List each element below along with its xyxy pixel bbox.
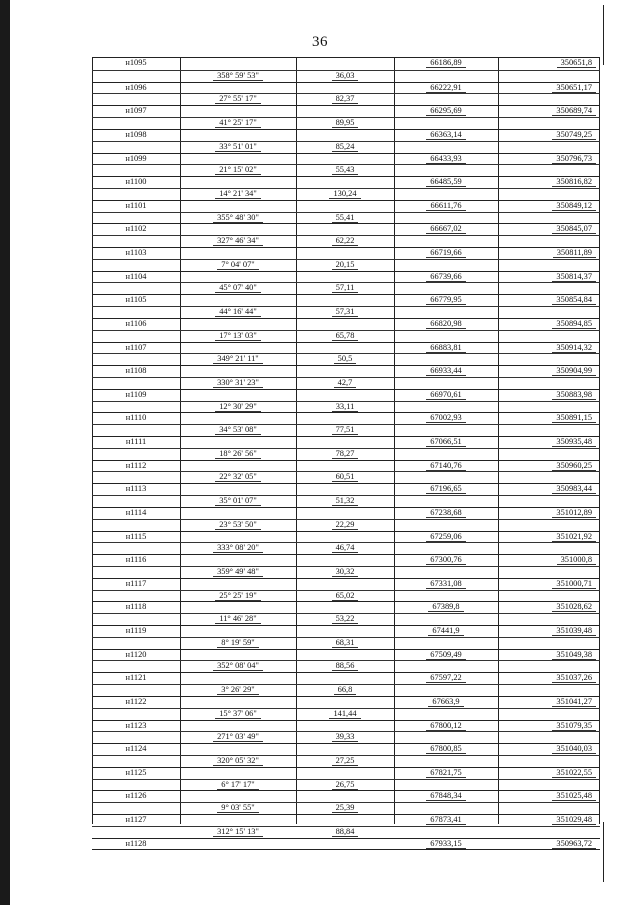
direction-angle: 271° 03' 49" [180, 732, 296, 743]
coordinate-y: 350816,82 [498, 177, 600, 188]
segment-distance: 39,33 [296, 732, 394, 743]
coordinate-x: 67140,76 [394, 461, 498, 472]
segment-distance: 82,37 [296, 94, 394, 105]
point-id: н1111 [125, 437, 147, 446]
direction-angle: 8° 19' 59" [180, 638, 296, 649]
segment-row [92, 282, 600, 294]
point-row [92, 767, 600, 779]
segment-row [92, 188, 600, 200]
segment-distance: 36,03 [296, 71, 394, 82]
point-row [92, 649, 600, 661]
segment-distance: 89,95 [296, 118, 394, 129]
segment-distance: 22,29 [296, 520, 394, 531]
point-row [92, 271, 600, 283]
point-id: н1119 [125, 626, 147, 635]
point-row [92, 412, 600, 424]
coordinate-x: 66667,02 [394, 224, 498, 235]
coordinate-y: 350651,8 [498, 58, 600, 70]
coordinate-y: 350651,17 [498, 83, 600, 94]
point-id: н1104 [125, 271, 147, 281]
coordinate-x: 66222,91 [394, 83, 498, 94]
segment-row [92, 731, 600, 743]
segment-row [92, 212, 600, 224]
direction-angle: 44° 16' 44" [180, 307, 296, 318]
point-id: н1122 [125, 696, 147, 706]
coordinate-x: 67259,06 [394, 532, 498, 543]
coordinate-x: 66820,98 [394, 319, 498, 330]
direction-angle: 22° 32' 05" [180, 472, 296, 483]
coordinate-y: 351037,26 [498, 673, 600, 684]
coordinate-x: 66433,93 [394, 154, 498, 165]
coordinate-y: 351029,48 [498, 815, 600, 826]
segment-row [92, 93, 600, 105]
segment-distance: 20,15 [296, 260, 394, 271]
direction-angle: 6° 17' 17" [180, 780, 296, 791]
point-row [92, 365, 600, 377]
direction-angle: 18° 26' 56" [180, 449, 296, 460]
segment-distance: 65,78 [296, 331, 394, 342]
point-id: н1123 [125, 720, 147, 730]
segment-row [92, 519, 600, 531]
direction-angle: 11° 46' 28" [180, 614, 296, 625]
segment-distance: 55,41 [296, 213, 394, 224]
segment-row [92, 495, 600, 507]
direction-angle: 17° 13' 03" [180, 331, 296, 342]
coordinate-x: 67066,51 [394, 437, 498, 448]
coordinate-x: 67389,8 [394, 602, 498, 613]
point-id: н1107 [125, 342, 147, 352]
segment-distance: 68,31 [296, 638, 394, 649]
point-row [92, 318, 600, 330]
point-row [92, 153, 600, 165]
segment-distance: 25,39 [296, 803, 394, 814]
coordinate-y: 350796,73 [498, 154, 600, 165]
coordinate-x: 66970,61 [394, 390, 498, 401]
point-id: н1116 [125, 555, 147, 565]
coordinate-x: 66933,44 [394, 366, 498, 377]
point-id: н1098 [125, 129, 147, 139]
segment-distance: 62,22 [296, 236, 394, 247]
point-id: н1096 [125, 82, 147, 92]
segment-distance: 33,11 [296, 402, 394, 413]
segment-row [92, 779, 600, 791]
direction-angle: 330° 31' 23" [180, 378, 296, 389]
segment-row [92, 566, 600, 578]
direction-angle: 34° 53' 08" [180, 425, 296, 436]
coordinate-y: 350883,98 [498, 390, 600, 401]
point-id: н1103 [125, 248, 147, 257]
coordinate-y: 351041,27 [498, 697, 600, 708]
coordinate-x: 67800,12 [394, 721, 498, 732]
coordinate-x: 67300,76 [394, 555, 498, 566]
coordinate-x: 66611,76 [394, 201, 498, 212]
direction-angle: 23° 53' 50" [180, 520, 296, 531]
point-row [92, 790, 600, 802]
segment-row [92, 377, 600, 389]
segment-row [92, 70, 600, 82]
coordinate-y: 350935,48 [498, 437, 600, 448]
point-row [92, 554, 600, 566]
coordinate-x: 66295,69 [394, 106, 498, 117]
coordinate-x: 67196,65 [394, 484, 498, 495]
coordinate-y: 350849,12 [498, 201, 600, 212]
direction-angle: 352° 08' 04" [180, 661, 296, 672]
coordinate-y: 351012,89 [498, 508, 600, 519]
point-row [92, 625, 600, 637]
point-row [92, 483, 600, 495]
coordinate-y: 351049,38 [498, 650, 600, 661]
point-id: н1121 [125, 673, 147, 683]
direction-angle: 25° 25' 19" [180, 591, 296, 602]
point-id: н1112 [125, 460, 147, 470]
point-row [92, 129, 600, 141]
segment-distance: 26,75 [296, 780, 394, 791]
coordinate-y: 350854,84 [498, 295, 600, 306]
segment-row [92, 708, 600, 720]
segment-row [92, 259, 600, 271]
coordinate-y: 351040,03 [498, 744, 600, 755]
segment-row [92, 613, 600, 625]
point-row [92, 342, 600, 354]
point-row [92, 578, 600, 590]
direction-angle: 327° 46' 34" [180, 236, 296, 247]
direction-angle: 333° 08' 20" [180, 543, 296, 554]
coordinate-x: 66363,14 [394, 130, 498, 141]
point-row [92, 507, 600, 519]
direction-angle: 349° 21' 11" [180, 354, 296, 365]
coordinate-y: 350749,25 [498, 130, 600, 141]
coordinate-x: 67821,75 [394, 768, 498, 779]
segment-distance: 130,24 [296, 189, 394, 200]
coordinate-y: 351021,92 [498, 532, 600, 543]
point-row [92, 460, 600, 472]
coordinate-x: 67331,08 [394, 579, 498, 590]
coordinate-y: 350845,07 [498, 224, 600, 235]
point-row [92, 223, 600, 235]
segment-row [92, 424, 600, 436]
coordinate-x: 66719,66 [394, 248, 498, 259]
point-id: н1108 [125, 366, 147, 376]
segment-row [92, 590, 600, 602]
direction-angle: 35° 01' 07" [180, 496, 296, 507]
segment-row [92, 117, 600, 129]
segment-distance: 57,11 [296, 283, 394, 294]
segment-distance: 42,7 [296, 378, 394, 389]
point-id: н1100 [125, 177, 147, 187]
direction-angle: 358° 59' 53" [180, 71, 296, 82]
coordinate-y: 350904,99 [498, 366, 600, 377]
segment-distance: 50,5 [296, 354, 394, 365]
coordinate-x: 67509,49 [394, 650, 498, 661]
direction-angle: 33° 51' 01" [180, 142, 296, 153]
segment-row [92, 684, 600, 696]
direction-angle: 312° 15' 13" [180, 827, 296, 838]
segment-row [92, 235, 600, 247]
point-row [92, 176, 600, 188]
segment-distance: 88,84 [296, 827, 394, 838]
page-number: 36 [312, 34, 328, 50]
segment-row [92, 755, 600, 767]
coordinate-y: 351022,55 [498, 768, 600, 779]
coordinate-y: 350914,32 [498, 343, 600, 354]
segment-distance: 65,02 [296, 591, 394, 602]
coordinate-table [92, 57, 600, 850]
segment-distance: 88,56 [296, 661, 394, 672]
segment-row [92, 448, 600, 460]
point-id: н1117 [125, 578, 147, 588]
segment-distance: 57,31 [296, 307, 394, 318]
coordinate-x: 67933,15 [394, 839, 498, 850]
point-row [92, 531, 600, 543]
point-id: н1110 [125, 413, 147, 423]
coordinate-x: 66485,59 [394, 177, 498, 188]
direction-angle: 27° 55' 17" [180, 94, 296, 105]
segment-row [92, 826, 600, 838]
direction-angle: 41° 25' 17" [180, 118, 296, 129]
coordinate-y: 350960,25 [498, 461, 600, 472]
segment-row [92, 542, 600, 554]
point-row [92, 720, 600, 732]
segment-distance: 77,51 [296, 425, 394, 436]
coordinate-y: 350894,85 [498, 319, 600, 330]
segment-row [92, 660, 600, 672]
coordinate-x: 67238,68 [394, 508, 498, 519]
segment-distance: 78,27 [296, 449, 394, 460]
segment-row [92, 637, 600, 649]
point-id: н1118 [125, 602, 147, 612]
segment-distance: 60,51 [296, 472, 394, 483]
direction-angle: 320° 05' 32" [180, 756, 296, 767]
direction-angle: 21° 15' 02" [180, 165, 296, 176]
point-id: н1126 [125, 791, 147, 801]
coordinate-x: 67800,85 [394, 744, 498, 755]
coordinate-y: 351039,48 [498, 626, 600, 637]
coordinate-x: 66186,89 [394, 58, 498, 70]
direction-angle: 12° 30' 29" [180, 402, 296, 413]
coordinate-x: 67848,34 [394, 791, 498, 802]
coordinate-y: 350891,15 [498, 413, 600, 424]
point-id: н1114 [125, 507, 147, 517]
segment-distance: 85,24 [296, 142, 394, 153]
point-row [92, 82, 600, 94]
point-id: н1113 [125, 484, 147, 494]
coordinate-y: 350983,44 [498, 484, 600, 495]
point-id: н1128 [125, 838, 147, 848]
coordinate-y: 351025,48 [498, 791, 600, 802]
segment-row [92, 802, 600, 814]
point-id: н1109 [125, 389, 147, 399]
segment-distance: 51,32 [296, 496, 394, 507]
point-row [92, 672, 600, 684]
segment-distance: 53,22 [296, 614, 394, 625]
point-row [92, 838, 600, 850]
point-id: н1101 [125, 200, 147, 210]
direction-angle: 15° 37' 06" [180, 709, 296, 720]
direction-angle: 7° 04' 07" [180, 260, 296, 271]
segment-row [92, 330, 600, 342]
point-id: н1102 [125, 224, 147, 234]
point-id: н1105 [125, 295, 147, 305]
segment-distance: 66,8 [296, 685, 394, 696]
coordinate-y: 350811,89 [498, 248, 600, 259]
segment-distance: 27,25 [296, 756, 394, 767]
coordinate-x: 67002,93 [394, 413, 498, 424]
point-id: н1106 [125, 318, 147, 328]
segment-distance: 55,43 [296, 165, 394, 176]
scan-line-right [603, 822, 604, 882]
point-id: н1099 [125, 153, 147, 163]
direction-angle: 9° 03' 55" [180, 803, 296, 814]
coordinate-x: 67663,9 [394, 697, 498, 708]
coordinate-x: 66779,95 [394, 295, 498, 306]
segment-distance: 46,74 [296, 543, 394, 554]
coordinate-y: 350963,72 [498, 839, 600, 850]
scan-shadow-left [0, 0, 10, 905]
point-row [92, 696, 600, 708]
segment-row [92, 401, 600, 413]
segment-row [92, 141, 600, 153]
coordinate-x: 66739,66 [394, 272, 498, 283]
direction-angle: 14° 21' 34" [180, 189, 296, 200]
point-id: н1097 [125, 106, 147, 116]
coordinate-y: 350814,37 [498, 272, 600, 283]
coordinate-x: 67873,41 [394, 815, 498, 826]
coordinate-x: 66883,81 [394, 343, 498, 354]
direction-angle: 3° 26' 29" [180, 685, 296, 696]
coordinate-y: 351000,8 [498, 555, 600, 566]
coordinate-y: 351079,35 [498, 721, 600, 732]
point-row [92, 105, 600, 117]
coordinate-y: 350689,74 [498, 106, 600, 117]
segment-row [92, 164, 600, 176]
point-id: н1124 [125, 744, 147, 754]
direction-angle: 45° 07' 40" [180, 283, 296, 294]
point-id: н1115 [125, 531, 147, 541]
point-id: н1095 [125, 58, 147, 67]
segment-distance: 141,44 [296, 709, 394, 720]
point-id: н1120 [125, 649, 147, 659]
coordinate-y: 351000,71 [498, 579, 600, 590]
point-id: н1125 [125, 767, 147, 777]
point-row [92, 436, 600, 448]
segment-row [92, 353, 600, 365]
coordinate-x: 67597,22 [394, 673, 498, 684]
point-row [92, 743, 600, 755]
point-id: н1127 [125, 815, 147, 824]
segment-distance: 30,32 [296, 567, 394, 578]
point-row [92, 601, 600, 613]
point-row [92, 200, 600, 212]
direction-angle: 355° 48' 30" [180, 213, 296, 224]
direction-angle: 359° 49' 48" [180, 567, 296, 578]
coordinate-x: 67441,9 [394, 626, 498, 637]
point-row [92, 389, 600, 401]
point-row [92, 294, 600, 306]
segment-row [92, 471, 600, 483]
segment-row [92, 306, 600, 318]
coordinate-y: 351028,62 [498, 602, 600, 613]
point-row [92, 58, 600, 70]
point-row [92, 247, 600, 259]
point-row [92, 814, 600, 826]
